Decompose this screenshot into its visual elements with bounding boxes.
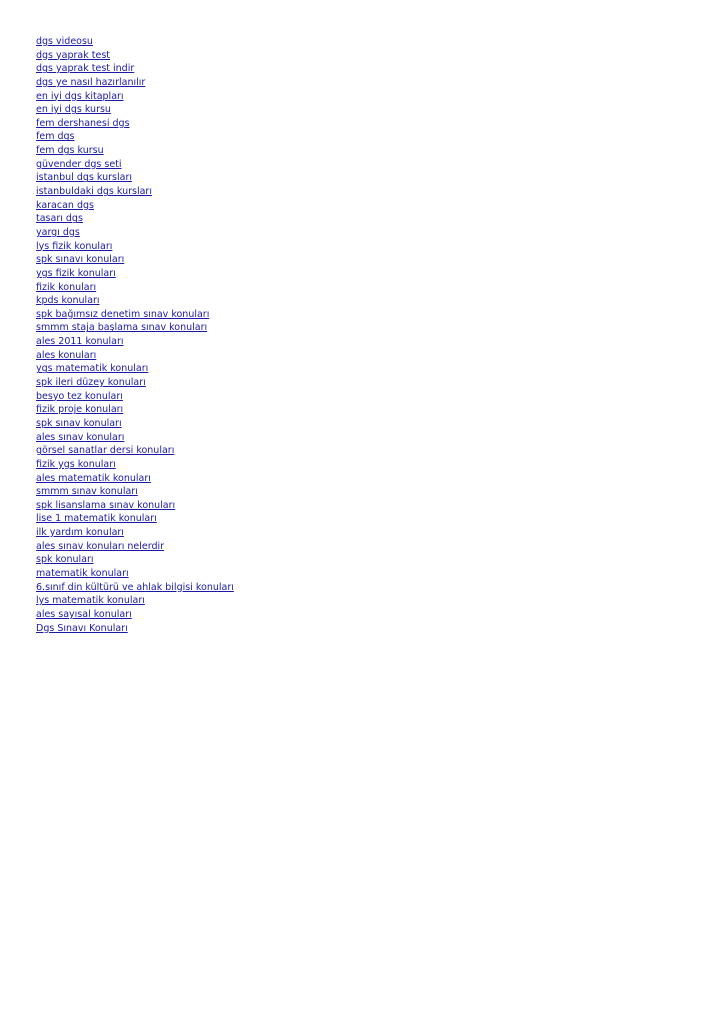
link[interactable]: lys fizik konuları (36, 240, 113, 252)
list-item (36, 156, 234, 170)
list-item (36, 74, 234, 88)
list-item (36, 524, 234, 538)
list-item (36, 497, 234, 511)
link[interactable]: fem dgs (36, 131, 75, 143)
list-item (36, 429, 234, 443)
link[interactable]: tasarı dgs (36, 213, 83, 225)
list-item (36, 279, 234, 293)
link[interactable]: spk bağımsız denetim sınav konuları (36, 308, 210, 320)
list-item (36, 251, 234, 265)
list-item (36, 579, 234, 593)
list-item (36, 292, 234, 306)
link[interactable]: ales sınav konuları nelerdir (36, 540, 165, 552)
list-item (36, 470, 234, 484)
link[interactable]: 6.sınıf din kültürü ve ahlak bilgisi konuları (36, 581, 234, 593)
link[interactable]: güvender dgs seti (36, 158, 122, 170)
list-item (36, 197, 234, 211)
link[interactable]: lys matematik konuları (36, 595, 145, 607)
list-item (36, 306, 234, 320)
list-item (36, 224, 234, 238)
list-item (36, 47, 234, 61)
link[interactable]: fizik ygs konuları (36, 458, 116, 470)
link[interactable]: matematik konuları (36, 567, 129, 579)
list-item (36, 33, 234, 47)
link[interactable]: fem dgs kursu (36, 145, 104, 157)
link[interactable]: kpds konuları (36, 295, 100, 307)
link[interactable]: spk ileri düzey konuları (36, 377, 146, 389)
list-item (36, 210, 234, 224)
list-item (36, 538, 234, 552)
link[interactable]: dgs yaprak test indir (36, 63, 135, 75)
list-item (36, 88, 234, 102)
list-item (36, 238, 234, 252)
link[interactable]: dgs videosu (36, 36, 93, 47)
link[interactable]: karacan dgs (36, 199, 94, 211)
list-item (36, 483, 234, 497)
list-item (36, 510, 234, 524)
link-list (36, 33, 234, 633)
list-item (36, 456, 234, 470)
list-item (36, 347, 234, 361)
link[interactable]: ales 2011 konuları (36, 336, 124, 348)
link[interactable]: fizik proje konuları (36, 404, 124, 416)
list-item (36, 606, 234, 620)
link[interactable]: yargı dgs (36, 226, 80, 238)
link[interactable]: fem dershanesi dgs (36, 117, 130, 129)
link[interactable]: dgs ye nasıl hazırlanılır (36, 76, 146, 88)
link[interactable]: ales sınav konuları (36, 431, 125, 443)
list-item (36, 169, 234, 183)
link[interactable]: Dgs Sınavı Konuları (36, 622, 128, 634)
link[interactable]: ilk yardım konuları (36, 527, 124, 539)
link[interactable]: ygs fizik konuları (36, 267, 116, 279)
list-item (36, 128, 234, 142)
link[interactable]: en iyi dgs kursu (36, 104, 111, 116)
link[interactable]: smmm sınav konuları (36, 486, 138, 498)
link[interactable]: ales matematik konuları (36, 472, 151, 484)
link[interactable]: spk konuları (36, 554, 94, 566)
link[interactable]: en iyi dgs kitapları (36, 90, 124, 102)
link[interactable]: besyo tez konuları (36, 390, 123, 402)
list-item (36, 142, 234, 156)
link[interactable]: dgs yaprak test (36, 49, 110, 61)
link[interactable]: istanbul dgs kursları (36, 172, 132, 184)
link[interactable]: görsel sanatlar dersi konuları (36, 445, 175, 457)
list-item (36, 592, 234, 606)
list-item (36, 333, 234, 347)
list-item (36, 401, 234, 415)
link[interactable]: istanbuldaki dgs kursları (36, 186, 152, 198)
link[interactable]: spk sınav konuları (36, 417, 122, 429)
link[interactable]: ales konuları (36, 349, 97, 361)
list-item (36, 115, 234, 129)
list-item (36, 565, 234, 579)
link[interactable]: ales sayısal konuları (36, 608, 132, 620)
link[interactable]: spk lisanslama sınav konuları (36, 499, 176, 511)
link[interactable]: ygs matematik konuları (36, 363, 149, 375)
list-item (36, 388, 234, 402)
list-item (36, 101, 234, 115)
list-item (36, 620, 234, 634)
link[interactable]: smmm staja başlama sınav konuları (36, 322, 208, 334)
list-item (36, 265, 234, 279)
list-item (36, 551, 234, 565)
link[interactable]: lise 1 matematik konuları (36, 513, 157, 525)
list-item (36, 442, 234, 456)
list-item (36, 60, 234, 74)
link[interactable]: fizik konuları (36, 281, 97, 293)
link[interactable]: spk sınavı konuları (36, 254, 125, 266)
list-item (36, 319, 234, 333)
list-item (36, 360, 234, 374)
list-item (36, 374, 234, 388)
list-item (36, 183, 234, 197)
list-item (36, 415, 234, 429)
